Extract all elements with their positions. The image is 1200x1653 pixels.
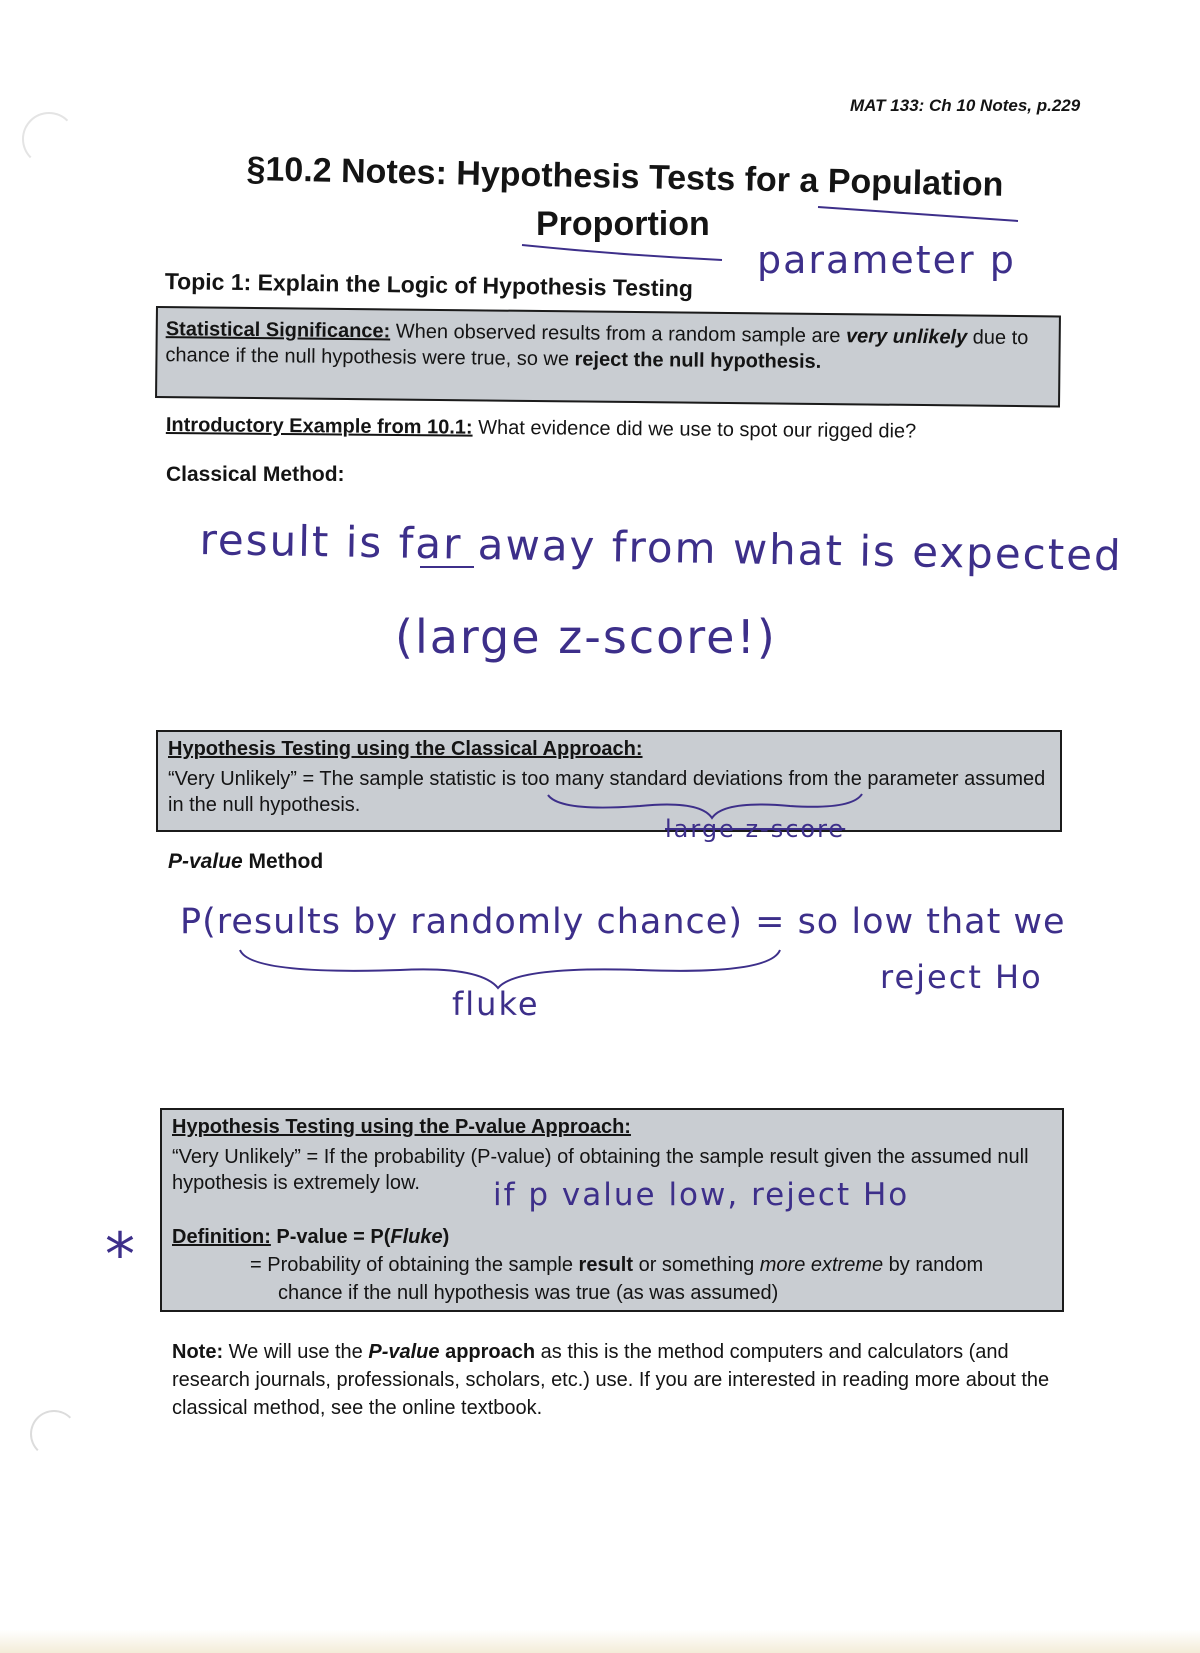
significance-emph: very unlikely <box>845 325 968 349</box>
significance-text2: due to chance if the null hypothesis were true, so we <box>165 326 1029 371</box>
note-bold: approach <box>439 1341 536 1363</box>
definition-line2-post: by random <box>883 1254 984 1276</box>
page-title-prefix: §10.2 Notes: Hypothesis Tests for a <box>246 150 829 201</box>
significance-term: Statistical Significance: <box>165 318 391 343</box>
note-text1: We will use the <box>223 1341 369 1363</box>
definition-line2-pre: = Probability of obtaining the sample <box>250 1254 579 1276</box>
significance-text1: When observed results from a random sample are <box>390 320 847 348</box>
classical-hand-large-z: large z-score <box>665 815 846 843</box>
definition-line2-italic: more extreme <box>759 1254 884 1276</box>
pvalue-box-text: “Very Unlikely” = If the probability (P-value) of obtaining the sample result given the assumed null hypothesis is extremely low. <box>172 1146 1029 1194</box>
definition-line2 <box>250 1254 983 1277</box>
pvalue-heading-italic: P-value <box>168 850 243 873</box>
classical-handwritten-line2: (large z-score!) <box>395 610 777 664</box>
intro-label: Introductory Example from 10.1: <box>165 414 473 439</box>
classical-heading: Classical Method: <box>166 463 345 486</box>
pvalue-definition <box>172 1226 449 1249</box>
classical-box-text: “Very Unlikely” = The sample statistic is too many standard deviations from the parameter assumed in the null hypothesis. <box>168 768 1046 816</box>
note-label: Note: <box>172 1341 224 1363</box>
definition-text-post: ) <box>442 1226 450 1248</box>
definition-text-pre: P-value = P( <box>270 1226 391 1248</box>
topic1-heading: Topic 1: Explain the Logic of Hypothesis Testing <box>164 268 694 302</box>
definition-fluke: Fluke <box>390 1226 443 1248</box>
pvalue-handwritten-fluke: fluke <box>452 985 540 1023</box>
page-label: MAT 133: Ch 10 Notes, p.229 <box>850 96 1081 115</box>
classical-handwritten-line1: result is far away from what is expected <box>199 515 1124 581</box>
definition-line2-mid: or something <box>633 1254 760 1276</box>
definition-label: Definition: <box>172 1226 271 1248</box>
star-mark: * <box>105 1220 137 1290</box>
handwritten-parameter-p: parameter p <box>757 238 1016 282</box>
scan-edge <box>0 1630 1200 1653</box>
pvalue-box-hand-note: if p value low, reject Ho <box>493 1177 910 1213</box>
classical-box-title: Hypothesis Testing using the Classical Approach: <box>168 738 643 760</box>
note-text2: as this is the method computers and calculators (and research journals, professionals, scholars, etc.) use. If you are interested in reading more about the classical method, see the online textbook. <box>172 1341 1050 1419</box>
page-title-line2: Proportion <box>536 205 710 243</box>
page-title-population: Population <box>827 162 1004 204</box>
pvalue-handwritten-line1: P(results by randomly chance) = so low that we <box>180 902 1066 942</box>
definition-line3: chance if the null hypothesis was true (as was assumed) <box>278 1282 779 1304</box>
note-italic: P-value <box>368 1341 440 1363</box>
binder-hole-bottom <box>30 1410 78 1458</box>
significance-strong: reject the null hypothesis. <box>574 348 822 373</box>
note-paragraph <box>172 1338 1072 1422</box>
pvalue-box-title: Hypothesis Testing using the P-value Approach: <box>172 1116 631 1138</box>
definition-line2-bold: result <box>578 1254 634 1276</box>
pvalue-heading-rest: Method <box>242 850 324 873</box>
pvalue-handwritten-line2: reject Ho <box>880 958 1043 996</box>
intro-question: What evidence did we use to spot our rigged die? <box>472 416 917 443</box>
